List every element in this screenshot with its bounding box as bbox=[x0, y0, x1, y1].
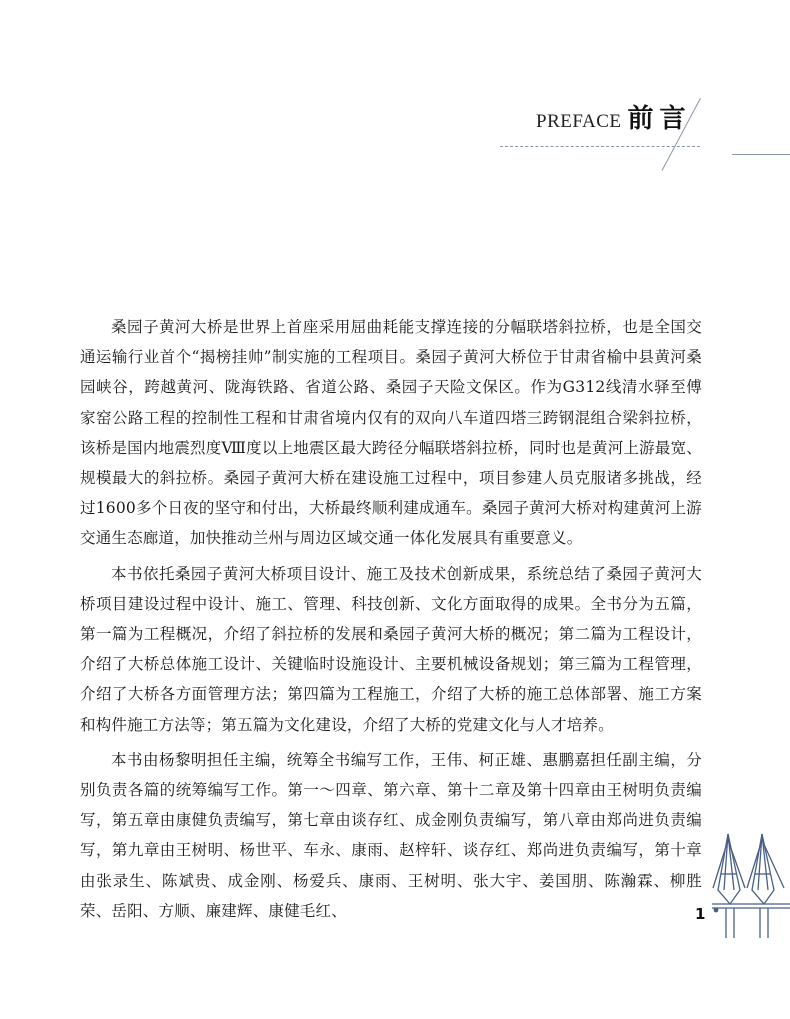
paragraph-authors: 本书由杨黎明担任主编，统筹全书编写工作，王伟、柯正雄、惠鹏嘉担任副主编，分别负责各篇的统筹编写工作。第一～四章、第六章、第十二章及第十四章由王树明负责编写，第五章由康健负责编写，第七章由谈存红、成金刚负责编写，第八章由郑尚进负责编写，第九章由王树明、杨世平、车永、康雨、赵梓轩、谈存红、郑尚进负责编写，第十章由张录生、陈斌贵、成金刚、杨爱兵、康雨、王树明、张大宇、姜国朋、陈瀚霖、柳胜荣、岳阳、方顺、廉建辉、康健毛红、 bbox=[80, 750, 702, 920]
header-title-en: PREFACE bbox=[536, 111, 622, 132]
header-solid-divider bbox=[732, 154, 790, 155]
header-dashed-divider bbox=[500, 146, 700, 147]
paragraph-intro: 桑园子黄河大桥是世界上首座采用屈曲耗能支撑连接的分幅联塔斜拉桥，也是全国交通运输行业首个“揭榜挂帅”制实施的工程项目。桑园子黄河大桥位于甘肃省榆中县黄河桑园峡谷，跨越黄河、陇海铁路、省道公路、桑园子天险文保区。作为G312线清水驿至傅家窑公路工程的控制性工程和甘肃省境内仅有的双向八车道四塔三跨钢混组合梁斜拉桥，该桥是国内地震烈度Ⅷ度以上地震区最大跨径分幅联塔斜拉桥，同时也是黄河上游最宽、规模最大的斜拉桥。桑园子黄河大桥在建设施工过程中，项目参建人员克服诸多挑战，经过1600多个日夜的坚守和付出，大桥最终顺利建成通车。桑园子黄河大桥对构建黄河上游交通生态廊道，加快推动兰州与周边区域交通一体化发展具有重要意义。 bbox=[80, 318, 702, 548]
bridge-tower-icon bbox=[712, 830, 790, 940]
paragraph-content: 本书依托桑园子黄河大桥项目设计、施工及技术创新成果，系统总结了桑园子黄河大桥项目建设过程中设计、施工、管理、科技创新、文化方面取得的成果。全书分为五篇，第一篇为工程概况，介绍了斜拉桥的发展和桑园子黄河大桥的概况；第二篇为工程设计，介绍了大桥总体施工设计、关键临时设施设计、主要机械设备规划；第三篇为工程管理，介绍了大桥各方面管理方法；第四篇为工程施工，介绍了大桥的施工总体部署、施工方案和构件施工方法等；第五篇为文化建设，介绍了大桥的党建文化与人才培养。 bbox=[80, 564, 702, 734]
preface-body bbox=[80, 312, 702, 931]
header-title-cn: 前言 bbox=[627, 104, 692, 134]
page-header bbox=[536, 98, 736, 138]
page-number: 1 bbox=[695, 905, 706, 923]
